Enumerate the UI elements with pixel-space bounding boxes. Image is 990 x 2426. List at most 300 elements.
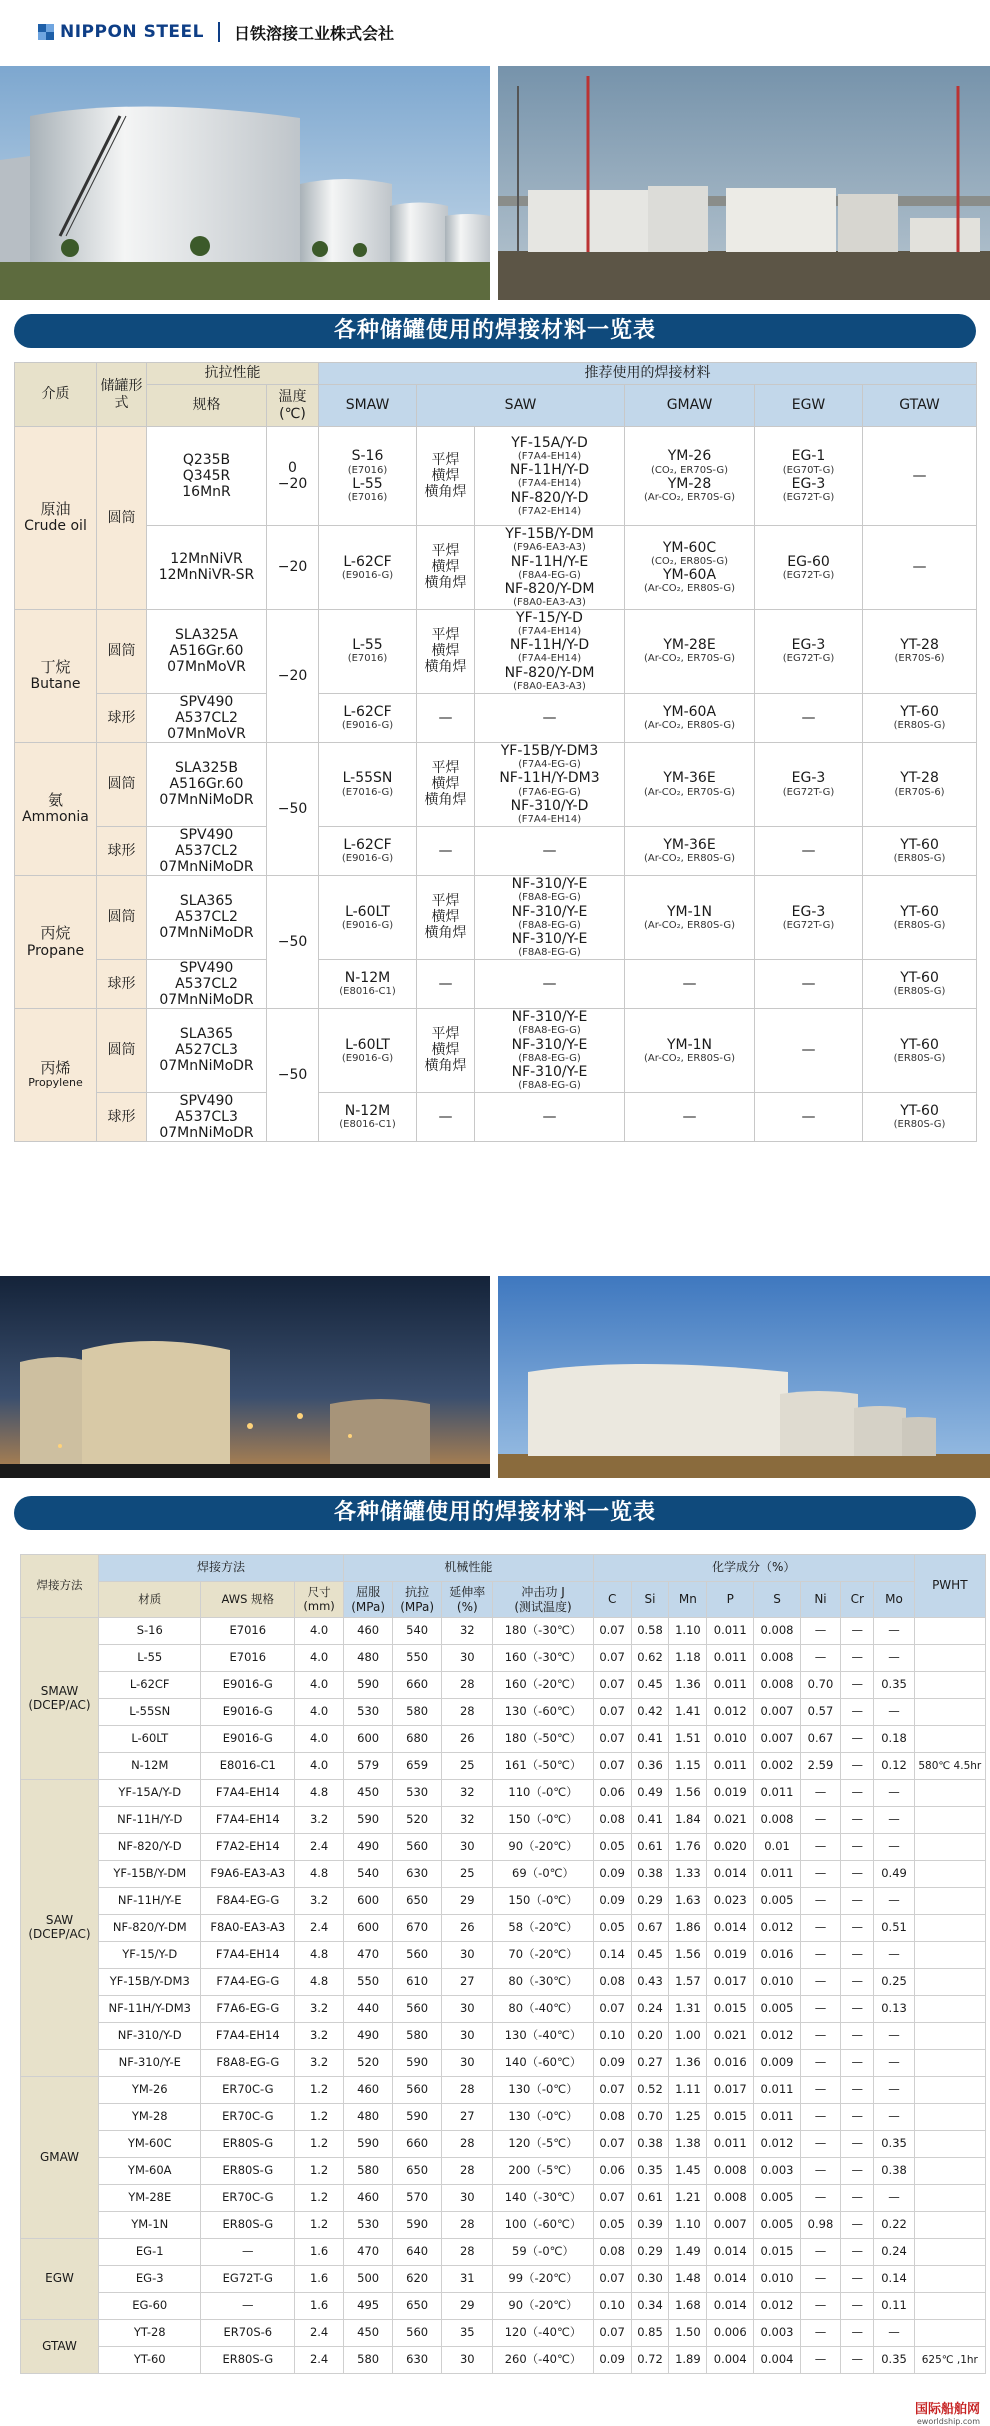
egw-cell (755, 875, 863, 959)
data-cell: — (841, 2347, 874, 2374)
data-cell: 28 (442, 1672, 493, 1699)
medium-cn: 氨 (47, 791, 63, 810)
saw-position-cell: 平焊 横焊 横角焊 (417, 526, 475, 610)
spec-cell: SPV490 A537CL3 07MnNiMoDR (147, 1092, 267, 1141)
data-cell: 1.84 (669, 1807, 707, 1834)
data-cell: 110（-0℃） (493, 1780, 593, 1807)
smaw-product: L-55 (352, 476, 383, 492)
data-cell: — (874, 1807, 914, 1834)
data-cell: ER80S-G (201, 2131, 295, 2158)
data-cell: — (201, 2239, 295, 2266)
data-cell: 0.08 (593, 1807, 631, 1834)
data-cell: 0.07 (593, 1726, 631, 1753)
data-cell: 35 (442, 2320, 493, 2347)
watermark-en: eworldship.com (916, 2417, 980, 2426)
data-cell: 659 (393, 1753, 442, 1780)
smaw-product: L-62CF (343, 703, 392, 720)
data-cell: 30 (442, 2347, 493, 2374)
table-row (21, 1672, 986, 1699)
data-cell: 1.6 (295, 2266, 344, 2293)
data-cell: — (841, 1726, 874, 1753)
data-cell: — (800, 2104, 840, 2131)
data-cell: 130（-40℃） (493, 2023, 593, 2050)
table-row (15, 693, 977, 742)
data-cell: 4.0 (295, 1726, 344, 1753)
gtaw-product: YT-60 (900, 903, 939, 920)
data-cell: YF-15B/Y-DM3 (98, 1969, 201, 1996)
data-cell: YM-60A (98, 2158, 201, 2185)
data-cell: E8016-C1 (201, 1753, 295, 1780)
data-cell: YM-26 (98, 2077, 201, 2104)
data-cell: 0.008 (707, 2158, 754, 2185)
data-cell: F7A2-EH14 (201, 1834, 295, 1861)
data-cell: N-12M (98, 1753, 201, 1780)
header-spec: 规格 (147, 385, 267, 427)
data-cell: 0.017 (707, 1969, 754, 1996)
data-cell: 1.10 (669, 2212, 707, 2239)
data-cell: 0.52 (631, 2077, 669, 2104)
gtaw-product: — (912, 559, 927, 576)
gtaw-code: (ER80S-G) (893, 986, 946, 998)
pwht-cell (914, 1807, 985, 1834)
data-cell: 0.019 (707, 1780, 754, 1807)
data-cell: 29 (442, 2293, 493, 2320)
smaw-product: L-60LT (345, 903, 390, 920)
data-cell: YF-15B/Y-DM (98, 1861, 201, 1888)
data-cell: 0.06 (593, 2158, 631, 2185)
data-cell: 579 (344, 1753, 393, 1780)
data-cell: 0.36 (631, 1753, 669, 1780)
saw-code: (F7A4-EH14) (517, 653, 582, 665)
watermark (915, 2398, 980, 2426)
data-cell: — (800, 2266, 840, 2293)
data-cell: L-55 (98, 1645, 201, 1672)
data-cell: ER70C-G (201, 2104, 295, 2131)
data-cell: E9016-G (201, 1726, 295, 1753)
saw-code: (F8A0-EA3-A3) (513, 681, 586, 693)
data-cell: 0.29 (631, 1888, 669, 1915)
table-row (15, 1008, 977, 1092)
header-tensile: 抗拉性能 (147, 363, 319, 385)
data-cell: 0.39 (631, 2212, 669, 2239)
method-group-cell: GMAW (21, 2077, 99, 2239)
saw-position-cell: 平焊 横焊 横角焊 (417, 609, 475, 693)
data-cell: — (800, 1645, 840, 1672)
saw-product: — (542, 1108, 557, 1125)
data-cell: 180（-50℃） (493, 1726, 593, 1753)
saw-product: YF-15B/Y-DM (505, 526, 594, 542)
medium-en: Propylene (28, 1076, 83, 1090)
data-cell: 620 (393, 2266, 442, 2293)
gtaw-cell (863, 875, 977, 959)
data-cell: F7A4-EH14 (201, 1942, 295, 1969)
data-cell: 1.6 (295, 2239, 344, 2266)
data-cell: 520 (393, 1807, 442, 1834)
data-cell: 0.009 (754, 2050, 801, 2077)
data-cell: — (800, 1618, 840, 1645)
data-cell: ER70C-G (201, 2077, 295, 2104)
data-cell: 1.86 (669, 1915, 707, 1942)
data-cell: 4.8 (295, 1969, 344, 1996)
data-cell: F9A6-EA3-A3 (201, 1861, 295, 1888)
data-cell: NF-11H/Y-DM3 (98, 1996, 201, 2023)
data-cell: 0.51 (874, 1915, 914, 1942)
pwht-cell (914, 1942, 985, 1969)
gtaw-code: (ER80S-G) (893, 853, 946, 865)
data-cell: 0.38 (631, 2131, 669, 2158)
data-cell: 0.35 (874, 1672, 914, 1699)
gmaw-code: (Ar-CO₂, ER80S-G) (643, 1052, 735, 1064)
saw-product: NF-11H/Y-DM3 (499, 770, 600, 787)
data-cell: 0.012 (754, 2131, 801, 2158)
gmaw-cell (625, 526, 755, 610)
data-cell: 0.005 (754, 1996, 801, 2023)
data-cell: — (874, 1618, 914, 1645)
data-cell: 580 (393, 2023, 442, 2050)
data-cell: 530 (344, 2212, 393, 2239)
data-cell: 0.011 (707, 1753, 754, 1780)
table-row (21, 2266, 986, 2293)
data-cell: 29 (442, 1888, 493, 1915)
data-cell: 130（-0℃） (493, 2077, 593, 2104)
data-cell: 1.2 (295, 2212, 344, 2239)
data-cell: 58（-20℃） (493, 1915, 593, 1942)
egw-code: (EG72T-G) (782, 569, 835, 581)
data-cell: 495 (344, 2293, 393, 2320)
data-cell: 0.25 (874, 1969, 914, 1996)
data-cell: 1.38 (669, 2131, 707, 2158)
data-cell: 30 (442, 2050, 493, 2077)
data-cell: 560 (393, 1942, 442, 1969)
pwht-cell (914, 2212, 985, 2239)
saw-product: NF-820/Y-DM (504, 581, 595, 598)
gmaw-cell (625, 427, 755, 526)
data-cell: 1.49 (669, 2239, 707, 2266)
gmaw-product: YM-26 (667, 448, 712, 465)
gtaw-product: YT-60 (900, 836, 939, 853)
saw-code: (F8A8-EG-G) (518, 1025, 581, 1037)
gmaw-cell (625, 693, 755, 742)
data-cell: 161（-50℃） (493, 1753, 593, 1780)
data-cell: — (800, 1996, 840, 2023)
shape-cell: 球形 (97, 826, 147, 875)
data-cell: 0.61 (631, 2185, 669, 2212)
data-cell: 26 (442, 1726, 493, 1753)
pwht-cell (914, 1969, 985, 1996)
watermark-cn: 国际船舶网 (914, 2402, 980, 2417)
data-cell: 2.59 (800, 1753, 840, 1780)
data-cell: 1.51 (669, 1726, 707, 1753)
data-cell: 2.4 (295, 1834, 344, 1861)
pwht-cell (914, 1726, 985, 1753)
table-row (21, 1915, 986, 1942)
data-cell: 30 (442, 2023, 493, 2050)
data-cell: — (800, 2347, 840, 2374)
medium-en: Butane (30, 676, 81, 693)
data-cell: 1.11 (669, 2077, 707, 2104)
data-cell: — (841, 2131, 874, 2158)
data-cell: 0.015 (707, 1996, 754, 2023)
egw-cell (755, 1092, 863, 1141)
data-cell: 0.72 (631, 2347, 669, 2374)
smaw-cell (319, 959, 417, 1008)
data-cell: — (841, 1807, 874, 1834)
table-row (21, 1996, 986, 2023)
method-group-cell: EGW (21, 2239, 99, 2320)
data-cell: 0.014 (707, 2239, 754, 2266)
data-cell: 0.49 (631, 1780, 669, 1807)
smaw-code: (E7016) (347, 464, 388, 476)
header-smaw: SMAW (319, 385, 417, 427)
smaw-cell (319, 526, 417, 610)
pwht-cell (914, 1861, 985, 1888)
data-cell: 630 (393, 2347, 442, 2374)
data-cell: 0.020 (707, 1834, 754, 1861)
data-cell: — (800, 2320, 840, 2347)
spec-cell: SLA365 A537CL2 07MnNiMoDR (147, 875, 267, 959)
column-header: Cr (841, 1582, 874, 1618)
data-cell: 1.18 (669, 1645, 707, 1672)
data-cell: 580 (393, 1699, 442, 1726)
data-cell: 99（-20℃） (493, 2266, 593, 2293)
gmaw-code: (Ar-CO₂, ER80S-G) (643, 720, 735, 731)
smaw-code: (E9016-G) (341, 919, 394, 931)
gtaw-product: YT-28 (900, 770, 939, 787)
data-cell: 0.011 (754, 2077, 801, 2104)
table-row (21, 1888, 986, 1915)
data-cell: 0.70 (800, 1672, 840, 1699)
saw-code: (F8A8-EG-G) (518, 1052, 581, 1064)
data-cell: 560 (393, 1996, 442, 2023)
data-cell: 2.4 (295, 2347, 344, 2374)
data-cell: 0.18 (874, 1726, 914, 1753)
data-cell: 0.07 (593, 2320, 631, 2347)
data-cell: 0.13 (874, 1996, 914, 2023)
data-cell: — (800, 1807, 840, 1834)
saw-position-cell: — (417, 693, 475, 742)
table-row (21, 2077, 986, 2104)
table-row (21, 2050, 986, 2077)
smaw-cell (319, 742, 417, 826)
egw-cell (755, 693, 863, 742)
data-cell: 0.012 (754, 1915, 801, 1942)
data-cell: 500 (344, 2266, 393, 2293)
data-cell: 650 (393, 2158, 442, 2185)
smaw-product: N-12M (344, 970, 391, 987)
table-row (21, 1942, 986, 1969)
data-cell: 680 (393, 1726, 442, 1753)
data-cell: — (841, 1888, 874, 1915)
pwht-cell (914, 2158, 985, 2185)
gmaw-product: YM-60A (662, 567, 717, 584)
data-cell: 1.2 (295, 2104, 344, 2131)
data-cell: — (841, 1996, 874, 2023)
data-cell: 0.005 (754, 2185, 801, 2212)
table-row (21, 1699, 986, 1726)
smaw-cell (319, 427, 417, 526)
oil-tank-field-photo (498, 1276, 990, 1478)
gmaw-code: (Ar-CO₂, ER80S-G) (643, 583, 735, 595)
data-cell: YM-1N (98, 2212, 201, 2239)
egw-cell (755, 427, 863, 526)
pwht-cell (914, 2050, 985, 2077)
gmaw-product: YM-60A (662, 703, 717, 720)
data-cell: 630 (393, 1861, 442, 1888)
data-cell: 0.98 (800, 2212, 840, 2239)
data-cell: 440 (344, 1996, 393, 2023)
method-group-cell: SMAW (DCEP/AC) (21, 1618, 99, 1780)
saw-code: (F7A4-EG-G) (518, 758, 581, 770)
data-cell: 69（-0℃） (493, 1861, 593, 1888)
data-cell: 460 (344, 1618, 393, 1645)
data-cell: — (841, 2293, 874, 2320)
saw-product: YF-15A/Y-D (511, 434, 588, 451)
data-cell: 160（-20℃） (493, 1672, 593, 1699)
data-cell: 0.019 (707, 1942, 754, 1969)
data-cell: 590 (393, 2212, 442, 2239)
data-cell: 490 (344, 2023, 393, 2050)
data-cell: 0.09 (593, 1861, 631, 1888)
smaw-product: L-62CF (343, 553, 392, 570)
saw-position-cell: 平焊 横焊 横角焊 (417, 875, 475, 959)
gmaw-product: YM-60C (662, 539, 717, 556)
data-cell: 0.29 (631, 2239, 669, 2266)
data-cell: 120（-5℃） (493, 2131, 593, 2158)
saw-product: YF-15B/Y-DM3 (500, 742, 599, 759)
data-cell: 30 (442, 2185, 493, 2212)
data-cell: 0.09 (593, 2050, 631, 2077)
data-cell: 0.008 (754, 1645, 801, 1672)
data-cell: 1.56 (669, 1942, 707, 1969)
data-cell: 0.016 (754, 1942, 801, 1969)
data-cell: 1.00 (669, 2023, 707, 2050)
saw-code: (F7A4-EH14) (517, 625, 582, 637)
saw-code: (F7A4-EH14) (517, 478, 582, 490)
smaw-cell (319, 609, 417, 693)
gmaw-cell (625, 1092, 755, 1141)
egw-cell (755, 1008, 863, 1092)
data-cell: 580 (344, 2158, 393, 2185)
egw-code: (EG70T-G) (782, 464, 835, 476)
data-cell: — (841, 1645, 874, 1672)
pwht-cell (914, 1618, 985, 1645)
data-cell: — (874, 1645, 914, 1672)
data-cell: 660 (393, 1672, 442, 1699)
data-cell: 1.89 (669, 2347, 707, 2374)
data-cell: L-62CF (98, 1672, 201, 1699)
column-header: Si (631, 1582, 669, 1618)
data-cell: 0.015 (707, 2104, 754, 2131)
saw-cell (475, 526, 625, 610)
data-cell: 1.33 (669, 1861, 707, 1888)
data-cell: 1.36 (669, 1672, 707, 1699)
saw-cell (475, 1008, 625, 1092)
data-cell: 0.05 (593, 1915, 631, 1942)
data-cell: 550 (393, 1645, 442, 1672)
data-cell: 120（-40℃） (493, 2320, 593, 2347)
data-cell: 1.25 (669, 2104, 707, 2131)
gmaw-cell (625, 959, 755, 1008)
welding-material-properties-table (20, 1554, 986, 2374)
saw-code: (F9A6-EA3-A3) (513, 542, 586, 554)
data-cell: 1.21 (669, 2185, 707, 2212)
saw-cell (475, 693, 625, 742)
data-cell: — (800, 2131, 840, 2158)
saw-product: NF-11H/Y-E (510, 553, 589, 570)
data-cell: 520 (344, 2050, 393, 2077)
spec-cell: Q235B Q345R 16MnR (147, 427, 267, 526)
data-cell: 650 (393, 1888, 442, 1915)
data-cell: 0.62 (631, 1645, 669, 1672)
data-cell: 480 (344, 2104, 393, 2131)
data-cell: 0.08 (593, 2104, 631, 2131)
data-cell: 600 (344, 1915, 393, 1942)
spec-cell: 12MnNiVR 12MnNiVR-SR (147, 526, 267, 610)
gtaw-code: (ER80S-G) (893, 720, 946, 731)
data-cell: 0.22 (874, 2212, 914, 2239)
shape-cell: 球形 (97, 959, 147, 1008)
saw-product: YF-15/Y-D (516, 609, 583, 626)
data-cell: 0.67 (800, 1726, 840, 1753)
saw-code: (F8A4-EG-G) (518, 569, 581, 581)
smaw-cell (319, 1092, 417, 1141)
data-cell: 28 (442, 2239, 493, 2266)
data-cell: 0.010 (707, 1726, 754, 1753)
gtaw-code: (ER80S-G) (893, 1052, 946, 1064)
page-header (0, 0, 990, 64)
data-cell: 0.008 (754, 1807, 801, 1834)
data-cell: 0.61 (631, 1834, 669, 1861)
egw-product: — (801, 975, 816, 992)
shape-cell: 圆筒 (97, 742, 147, 826)
medium-cell (15, 875, 97, 1008)
data-cell: 0.002 (754, 1753, 801, 1780)
gmaw-code: (Ar-CO₂, ER70S-G) (643, 492, 735, 504)
data-cell: 59（-0℃） (493, 2239, 593, 2266)
gtaw-cell (863, 609, 977, 693)
smaw-product: L-62CF (343, 836, 392, 853)
data-cell: 0.35 (631, 2158, 669, 2185)
data-cell: 0.41 (631, 1726, 669, 1753)
data-cell: 28 (442, 2158, 493, 2185)
data-cell: 0.10 (593, 2293, 631, 2320)
gtaw-code: (ER80S-G) (893, 919, 946, 931)
data-cell: 590 (344, 1672, 393, 1699)
header-medium: 介质 (15, 363, 97, 427)
pwht-cell (914, 1834, 985, 1861)
medium-cell (15, 742, 97, 875)
table-row (15, 1092, 977, 1141)
table-row (21, 1834, 986, 1861)
data-cell: 640 (393, 2239, 442, 2266)
smaw-code: (E9016-G) (341, 569, 394, 581)
egw-cell (755, 526, 863, 610)
data-cell: 0.011 (707, 1645, 754, 1672)
data-cell: 0.07 (593, 2266, 631, 2293)
medium-cell (15, 1008, 97, 1141)
table-row (21, 1861, 986, 1888)
data-cell: 0.014 (707, 2266, 754, 2293)
data-cell: 3.2 (295, 1888, 344, 1915)
data-cell: 660 (393, 2131, 442, 2158)
data-cell: 0.006 (707, 2320, 754, 2347)
saw-position-cell: — (417, 959, 475, 1008)
data-cell: 0.27 (631, 2050, 669, 2077)
table-row (21, 1726, 986, 1753)
data-cell: 0.07 (593, 2185, 631, 2212)
gtaw-cell (863, 1092, 977, 1141)
data-cell: 0.021 (707, 2023, 754, 2050)
